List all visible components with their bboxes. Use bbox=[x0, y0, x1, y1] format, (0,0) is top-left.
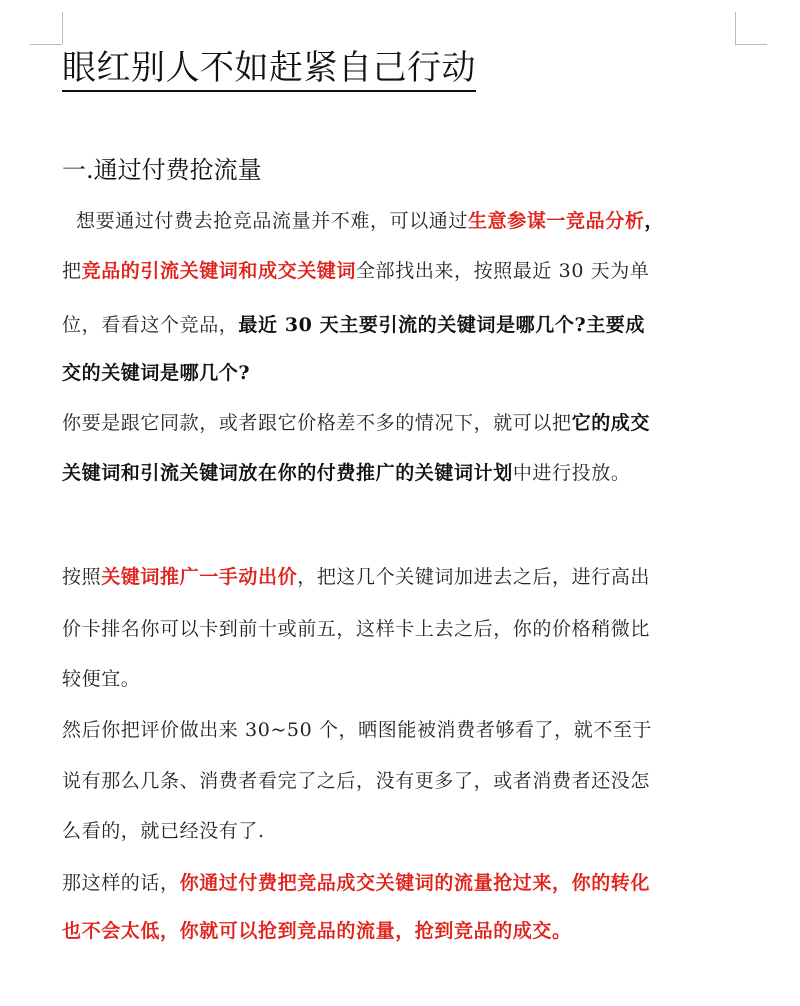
highlight-red: 生意参谋一竞品分析 bbox=[468, 210, 645, 232]
text-run: ，把这几个关键词加进去之后，进行高出 bbox=[297, 566, 651, 588]
paragraph-1-line-3 bbox=[62, 298, 742, 352]
text-run: 位，看看这个竞品， bbox=[62, 314, 239, 336]
highlight-bold: 它的成交 bbox=[571, 412, 651, 434]
paragraph-2-line-2 bbox=[62, 446, 742, 500]
highlight-red: 你通过付费把竞品成交关键词的流量抢过来，你的转化 bbox=[179, 872, 651, 894]
crop-mark-top-left-vertical bbox=[62, 12, 63, 44]
crop-mark-top-right-vertical bbox=[735, 12, 736, 44]
crop-mark-top-left-horizontal bbox=[30, 44, 62, 45]
paragraph-3-line-2: 价卡排名你可以卡到前十或前五，这样卡上去之后，你的价格稍微比 bbox=[62, 618, 651, 640]
highlight-bold: 最近 30 天主要引流的关键词是哪几个?主要成 bbox=[238, 314, 646, 336]
text-run: 全部找出来，按照最近 30 天为单 bbox=[356, 260, 650, 282]
document-title: 眼红别人不如赶紧自己行动 bbox=[62, 48, 476, 92]
text-run: 那这样的话， bbox=[62, 872, 180, 894]
text-run: 你要是跟它同款，或者跟它价格差不多的情况下，就可以把 bbox=[62, 412, 572, 434]
paragraph-5-line-2: 也不会太低，你就可以抢到竞品的流量，抢到竞品的成交。 bbox=[62, 920, 572, 942]
highlight-red: 关键词推广一手动出价 bbox=[101, 566, 298, 588]
paragraph-4-line-2: 说有那么几条、消费者看完了之后，没有更多了，或者消费者还没怎 bbox=[62, 770, 651, 792]
paragraph-1-line-2 bbox=[62, 244, 742, 298]
paragraph-3-line-1 bbox=[62, 550, 742, 604]
highlight-bold: 交的关键词是哪几个? bbox=[62, 362, 251, 384]
text-run: 想要通过付费去抢竞品流量并不难，可以通过 bbox=[76, 210, 469, 232]
paragraph-1-line-1 bbox=[62, 194, 742, 248]
crop-mark-top-right-horizontal bbox=[735, 44, 767, 45]
text-run: 把 bbox=[62, 260, 82, 282]
paragraph-3-line-3: 较便宜。 bbox=[62, 668, 141, 690]
paragraph-4-line-1: 然后你把评价做出来 30~50 个，晒图能被消费者够看了，就不至于 bbox=[62, 719, 653, 741]
paragraph-1-line-4 bbox=[62, 346, 742, 400]
paragraph-4-line-3: 么看的，就已经没有了. bbox=[62, 820, 265, 842]
text-run: 中进行投放。 bbox=[512, 462, 631, 484]
highlight-bold: 关键词和引流关键词放在你的付费推广的关键词计划 bbox=[62, 462, 513, 484]
text-run: 按照 bbox=[62, 566, 102, 588]
text-run: ， bbox=[644, 210, 665, 232]
highlight-red: 竞品的引流关键词和成交关键词 bbox=[81, 260, 357, 282]
paragraph-2-line-1 bbox=[62, 396, 742, 450]
paragraph-5-line-1 bbox=[62, 856, 742, 910]
section-heading: 一.通过付费抢流量 bbox=[62, 156, 262, 184]
